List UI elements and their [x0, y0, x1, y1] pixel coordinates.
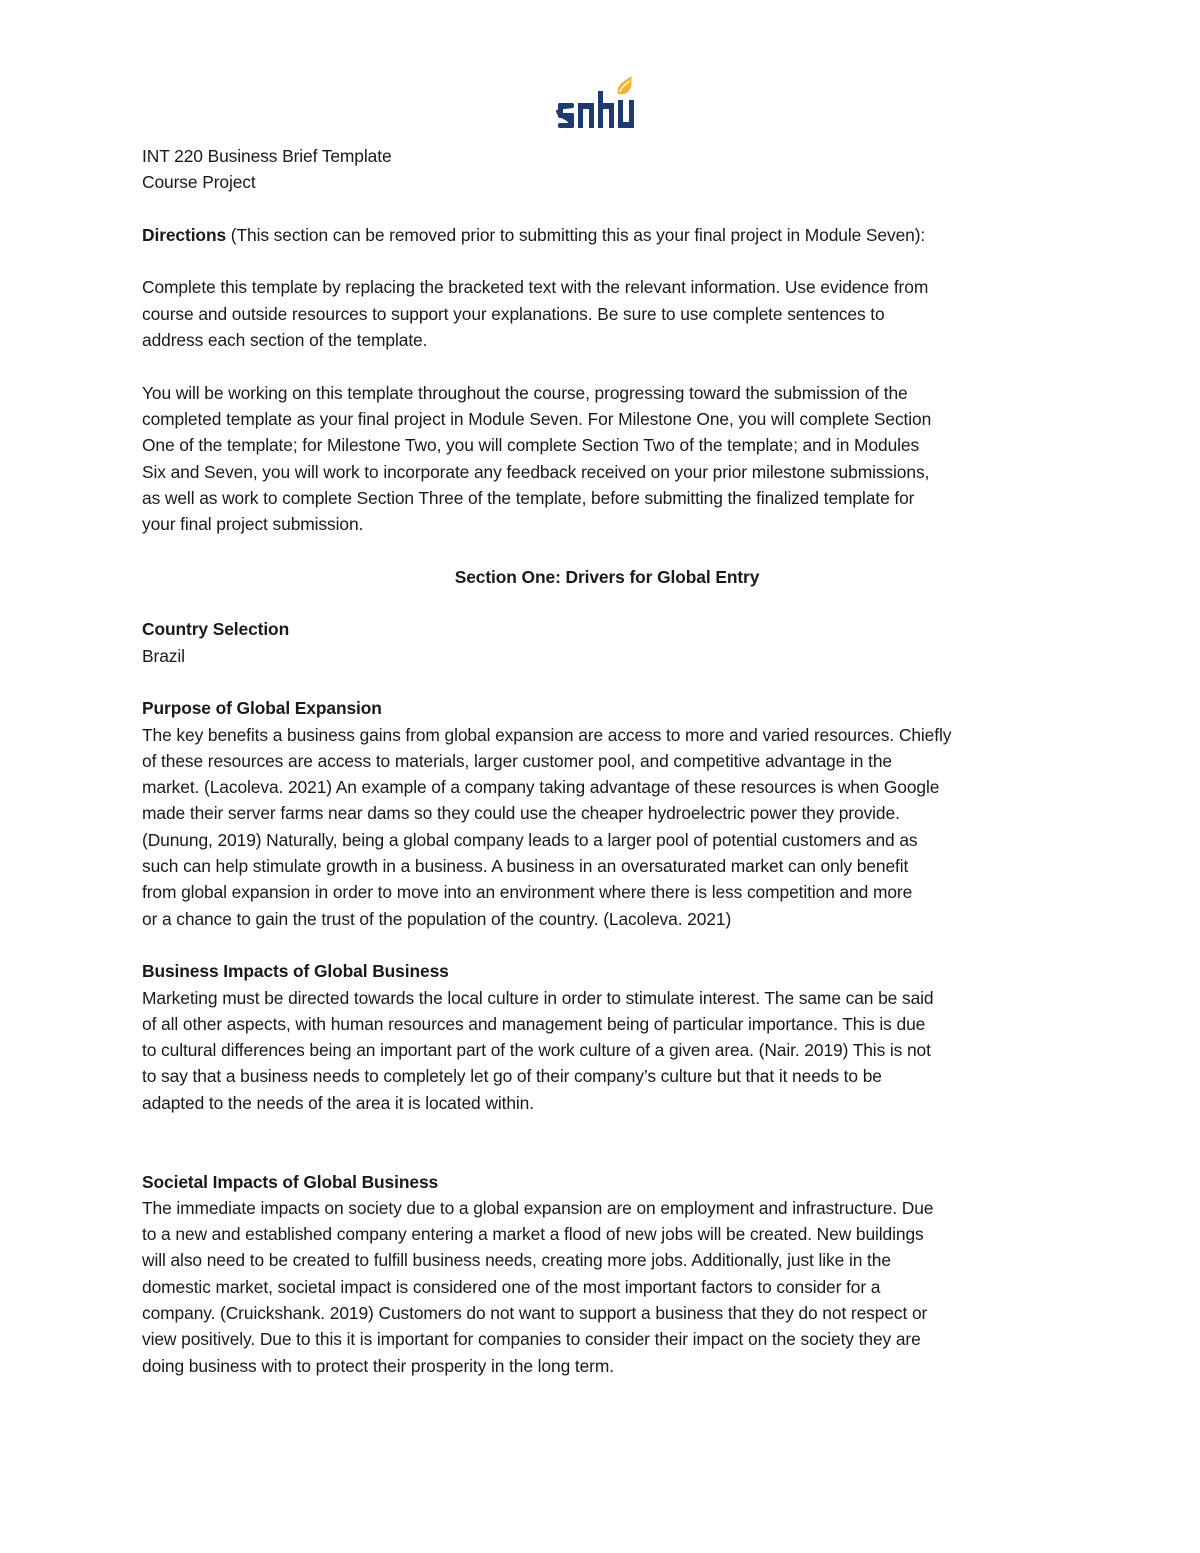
paragraph-line: made their server farms near dams so they could use the cheaper hydroelectric power they provide. — [142, 803, 900, 824]
directions-note: (This section can be removed prior to submitting this as your final project in Module Seven): — [226, 224, 926, 245]
societal-impacts-paragraph — [142, 1195, 1072, 1379]
paragraph-line: market. (Lacoleva. 2021) An example of a company taking advantage of these resources is when Google — [142, 777, 940, 798]
snhu-logo-image — [556, 72, 640, 134]
directions-label: Directions — [142, 224, 227, 245]
document-body — [142, 143, 1072, 1379]
paragraph-line: The key benefits a business gains from global expansion are access to more and varied resources. Chiefly — [142, 724, 952, 745]
paragraph-line: company. (Cruickshank. 2019) Customers do not want to support a business that they do not respect or — [142, 1303, 928, 1324]
paragraph-line: adapted to the needs of the area it is located within. — [142, 1092, 534, 1113]
paragraph-line: as well as work to complete Section Three of the template, before submitting the finalized template for — [142, 487, 915, 508]
paragraph-line: such can help stimulate growth in a business. A business in an oversaturated market can only benefit — [142, 856, 909, 877]
paragraph-line: course and outside resources to support your explanations. Be sure to use complete sentences to — [142, 303, 885, 324]
paragraph-line: One of the template; for Milestone Two, you will complete Section Two of the template; and in Modules — [142, 435, 920, 456]
purpose-heading: Purpose of Global Expansion — [142, 698, 382, 719]
directions-paragraph-2 — [142, 380, 1072, 538]
snhu-logo — [556, 72, 640, 134]
country-selection-heading: Country Selection — [142, 619, 290, 640]
country-selection-value: Brazil — [142, 645, 185, 666]
paragraph-line: (Dunung, 2019) Naturally, being a global company leads to a larger pool of potential customers and as — [142, 829, 918, 850]
business-impacts-paragraph — [142, 985, 1072, 1116]
paragraph-line: view positively. Due to this it is important for companies to consider their impact on the society they are — [142, 1329, 921, 1350]
paragraph-line: completed template as your final project in Module Seven. For Milestone One, you will complete Section — [142, 408, 932, 429]
paragraph-line: Six and Seven, you will work to incorporate any feedback received on your prior milestone submissions, — [142, 461, 930, 482]
paragraph-line: or a chance to gain the trust of the population of the country. (Lacoleva. 2021) — [142, 908, 732, 929]
societal-impacts-heading: Societal Impacts of Global Business — [142, 1171, 439, 1192]
paragraph-line: to cultural differences being an important part of the work culture of a given area. (Nair. 2019) This is not — [142, 1040, 931, 1061]
paragraph-line: will also need to be created to fulfill business needs, creating more jobs. Additionally, just like in the — [142, 1250, 891, 1271]
business-impacts-heading: Business Impacts of Global Business — [142, 961, 449, 982]
directions-line — [142, 222, 1072, 248]
paragraph-line: from global expansion in order to move into an environment where there is less competition and more — [142, 882, 913, 903]
paragraph-line: The immediate impacts on society due to a global expansion are on employment and infrastructure. Due — [142, 1197, 934, 1218]
document-title: INT 220 Business Brief Template — [142, 146, 392, 166]
directions-paragraph-1 — [142, 274, 1072, 353]
section-one-heading: Section One: Drivers for Global Entry — [454, 566, 760, 587]
paragraph-line: domestic market, societal impact is considered one of the most important factors to consider for a — [142, 1276, 881, 1297]
paragraph-line: doing business with to protect their prosperity in the long term. — [142, 1355, 614, 1376]
paragraph-line: address each section of the template. — [142, 330, 428, 351]
document-subtitle: Course Project — [142, 172, 256, 193]
paragraph-line: of all other aspects, with human resources and management being of particular importance. This is due — [142, 1013, 926, 1034]
paragraph-line: to say that a business needs to completely let go of their company’s culture but that it needs to be — [142, 1066, 882, 1087]
paragraph-line: of these resources are access to materials, larger customer pool, and competitive advantage in the — [142, 750, 892, 771]
paragraph-line: to a new and established company entering a market a flood of new jobs will be created. New buildings — [142, 1224, 924, 1245]
purpose-paragraph — [142, 722, 1072, 932]
paragraph-line: your final project submission. — [142, 514, 364, 535]
paragraph-line: You will be working on this template throughout the course, progressing toward the submission of the — [142, 382, 908, 403]
paragraph-line: Marketing must be directed towards the local culture in order to stimulate interest. The same can be said — [142, 987, 934, 1008]
paragraph-line: Complete this template by replacing the bracketed text with the relevant information. Use evidence from — [142, 277, 929, 298]
